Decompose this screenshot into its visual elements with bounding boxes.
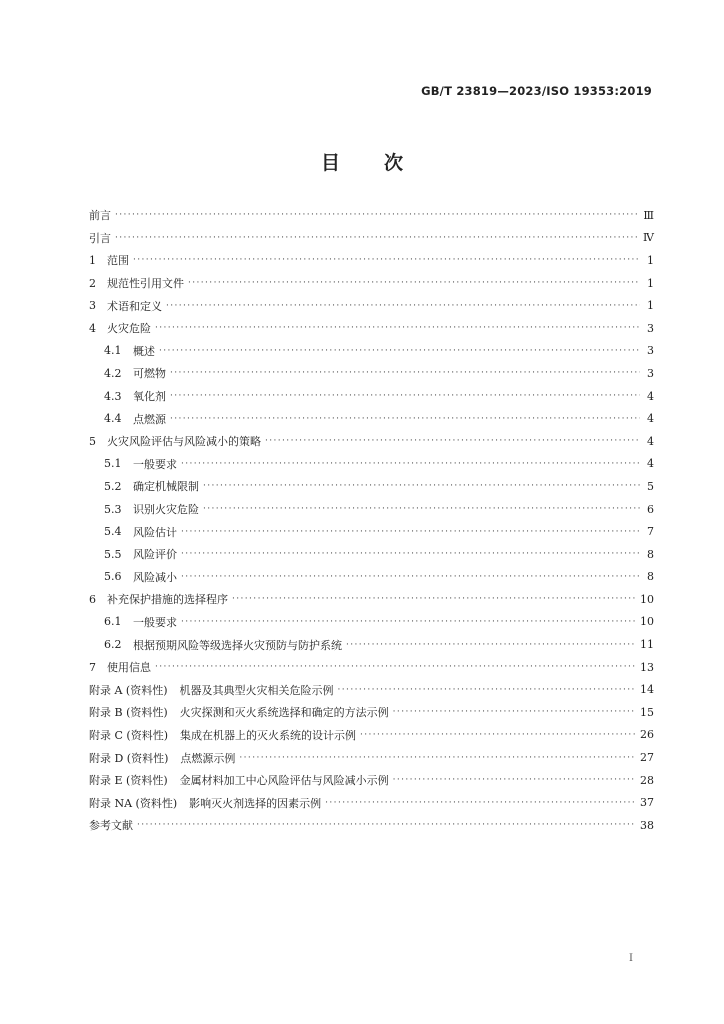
dot-leader bbox=[155, 662, 636, 672]
toc-entry-page: 38 bbox=[640, 818, 654, 832]
toc-entry[interactable] bbox=[89, 407, 654, 430]
toc-entry[interactable] bbox=[89, 611, 654, 634]
toc-entry-title: 规范性引用文件 bbox=[107, 277, 184, 291]
dot-leader bbox=[181, 527, 640, 537]
toc-entry[interactable] bbox=[89, 724, 654, 747]
toc-entry-number: 附录 D (资料性) bbox=[89, 751, 169, 765]
toc-entry-title: 火灾探测和灭火系统选择和确定的方法示例 bbox=[179, 706, 389, 720]
toc-entry-number: 附录 B (资料性) bbox=[89, 706, 168, 720]
dot-leader bbox=[159, 346, 640, 356]
dot-leader bbox=[232, 594, 636, 604]
toc-entry[interactable] bbox=[89, 746, 654, 769]
toc-entry-page: Ⅲ bbox=[643, 208, 654, 222]
toc-entry-page: 4 bbox=[647, 434, 654, 448]
toc-entry[interactable] bbox=[89, 769, 654, 792]
toc-entry-number: 附录 NA (资料性) bbox=[89, 796, 178, 810]
toc-entry-title: 点燃源 bbox=[133, 412, 166, 426]
dot-leader bbox=[393, 775, 636, 785]
toc-entry-title: 补充保护措施的选择程序 bbox=[107, 593, 228, 607]
toc-entry[interactable] bbox=[89, 475, 654, 498]
toc-entry-title: 机器及其典型火灾相关危险示例 bbox=[179, 683, 334, 697]
toc-entry[interactable] bbox=[89, 633, 654, 656]
toc-entry-title: 一般要求 bbox=[133, 457, 177, 471]
toc-entry-number: 5.1 bbox=[104, 457, 122, 471]
toc-entry-number: 5.4 bbox=[104, 525, 122, 539]
toc-entry-title: 风险评价 bbox=[133, 548, 177, 562]
toc-entry[interactable] bbox=[89, 678, 654, 701]
toc-entry-page: Ⅳ bbox=[643, 231, 654, 245]
dot-leader bbox=[203, 504, 640, 514]
toc-entry[interactable] bbox=[89, 362, 654, 385]
toc-entry-title: 火灾风险评估与风险减小的策略 bbox=[107, 435, 261, 449]
toc-entry-page: 27 bbox=[640, 751, 654, 765]
dot-leader bbox=[170, 368, 640, 378]
dot-leader bbox=[170, 414, 640, 424]
toc-entry-page: 4 bbox=[647, 412, 654, 426]
page-title: 目次 bbox=[320, 152, 447, 174]
toc-entry[interactable] bbox=[89, 294, 654, 317]
dot-leader bbox=[188, 278, 640, 288]
toc-entry-page: 13 bbox=[640, 660, 654, 674]
toc-entry-number: 附录 A (资料性) bbox=[89, 683, 168, 697]
toc-entry[interactable] bbox=[89, 566, 654, 589]
toc-entry[interactable] bbox=[89, 520, 654, 543]
dot-leader bbox=[393, 707, 636, 717]
toc-entry[interactable] bbox=[89, 791, 654, 814]
toc-entry-title: 影响灭火剂选择的因素示例 bbox=[189, 796, 322, 810]
dot-leader bbox=[133, 255, 640, 265]
page-number: I bbox=[629, 953, 633, 964]
toc-entry-title: 参考文献 bbox=[89, 819, 133, 833]
toc-entry-number: 5.2 bbox=[104, 479, 122, 493]
toc-entry-number: 4.4 bbox=[104, 412, 122, 426]
toc-entry-page: 37 bbox=[640, 796, 654, 810]
toc-entry-number: 6 bbox=[89, 592, 96, 606]
toc-entry[interactable] bbox=[89, 385, 654, 408]
toc-entry-number: 1 bbox=[89, 253, 96, 267]
toc-entry[interactable] bbox=[89, 814, 654, 837]
dot-leader bbox=[203, 481, 640, 491]
toc-entry-title: 火灾危险 bbox=[107, 322, 151, 336]
toc-entry-number: 4.1 bbox=[104, 344, 122, 358]
dot-leader bbox=[325, 798, 636, 808]
toc-entry-page: 4 bbox=[647, 457, 654, 471]
toc-entry-page: 15 bbox=[640, 705, 654, 719]
toc-entry[interactable] bbox=[89, 317, 654, 340]
toc-entry[interactable] bbox=[89, 588, 654, 611]
dot-leader bbox=[338, 685, 636, 695]
dot-leader bbox=[155, 323, 640, 333]
table-of-contents bbox=[89, 204, 654, 837]
toc-entry-title: 金属材料加工中心风险评估与风险减小示例 bbox=[179, 774, 389, 788]
toc-entry-page: 8 bbox=[647, 570, 654, 584]
toc-entry-title: 术语和定义 bbox=[107, 299, 162, 313]
toc-entry-title: 根据预期风险等级选择火灾预防与防护系统 bbox=[133, 638, 342, 652]
toc-entry-title: 概述 bbox=[133, 344, 155, 358]
toc-entry-title: 一般要求 bbox=[133, 615, 177, 629]
toc-entry-title: 风险估计 bbox=[133, 525, 177, 539]
toc-entry-page: 6 bbox=[647, 502, 654, 516]
dot-leader bbox=[137, 820, 636, 830]
dot-leader bbox=[181, 617, 636, 627]
toc-entry-number: 5 bbox=[89, 434, 96, 448]
toc-entry-page: 8 bbox=[647, 547, 654, 561]
toc-entry-number: 2 bbox=[89, 276, 96, 290]
toc-entry[interactable] bbox=[89, 543, 654, 566]
toc-entry-title: 点燃源示例 bbox=[180, 751, 236, 765]
dot-leader bbox=[360, 730, 636, 740]
toc-entry-page: 14 bbox=[640, 683, 654, 697]
toc-entry-title: 确定机械限制 bbox=[133, 480, 199, 494]
toc-entry-page: 10 bbox=[640, 615, 654, 629]
standard-code: GB/T 23819—2023/ISO 19353:2019 bbox=[421, 84, 652, 98]
toc-entry-number: 6.2 bbox=[104, 638, 122, 652]
dot-leader bbox=[239, 753, 636, 763]
toc-entry-title: 风险减小 bbox=[133, 570, 177, 584]
toc-entry[interactable] bbox=[89, 430, 654, 453]
toc-entry-number: 5.6 bbox=[104, 570, 122, 584]
toc-entry-page: 11 bbox=[640, 638, 654, 652]
toc-entry[interactable] bbox=[89, 498, 654, 521]
toc-entry-page: 5 bbox=[647, 479, 654, 493]
toc-entry-page: 3 bbox=[647, 321, 654, 335]
toc-entry-number: 6.1 bbox=[104, 615, 122, 629]
toc-entry-number: 附录 E (资料性) bbox=[89, 774, 168, 788]
toc-entry-page: 4 bbox=[647, 389, 654, 403]
toc-entry-page: 3 bbox=[647, 366, 654, 380]
toc-entry[interactable] bbox=[89, 272, 654, 295]
toc-entry[interactable] bbox=[89, 227, 654, 250]
toc-entry[interactable] bbox=[89, 656, 654, 679]
toc-entry-title: 使用信息 bbox=[107, 661, 151, 675]
toc-entry[interactable] bbox=[89, 249, 654, 272]
toc-entry[interactable] bbox=[89, 340, 654, 363]
toc-entry-title: 识别火灾危险 bbox=[133, 503, 199, 517]
toc-entry-page: 1 bbox=[647, 299, 654, 313]
toc-entry[interactable] bbox=[89, 453, 654, 476]
toc-entry-number: 4 bbox=[89, 321, 96, 335]
toc-entry-number: 3 bbox=[89, 299, 96, 313]
toc-entry-page: 10 bbox=[640, 592, 654, 606]
toc-entry-title: 集成在机器上的灭火系统的设计示例 bbox=[180, 728, 356, 742]
dot-leader bbox=[170, 391, 640, 401]
toc-entry-page: 1 bbox=[647, 253, 654, 267]
toc-entry-page: 26 bbox=[640, 728, 654, 742]
toc-entry-title: 前言 bbox=[89, 209, 111, 223]
toc-entry-title: 可燃物 bbox=[133, 367, 166, 381]
toc-entry-title: 引言 bbox=[89, 231, 111, 245]
toc-entry-title: 氧化剂 bbox=[133, 390, 166, 404]
toc-entry-page: 1 bbox=[647, 276, 654, 290]
dot-leader bbox=[346, 640, 636, 650]
toc-entry-number: 4.2 bbox=[104, 366, 122, 380]
dot-leader bbox=[115, 233, 639, 243]
toc-entry-number: 4.3 bbox=[104, 389, 122, 403]
dot-leader bbox=[181, 549, 640, 559]
toc-entry-number: 5.5 bbox=[104, 547, 122, 561]
toc-entry[interactable] bbox=[89, 204, 654, 227]
dot-leader bbox=[166, 301, 640, 311]
toc-entry-number: 附录 C (资料性) bbox=[89, 728, 168, 742]
toc-entry-page: 28 bbox=[640, 773, 654, 787]
toc-entry-page: 3 bbox=[647, 344, 654, 358]
toc-entry-title: 范围 bbox=[107, 254, 129, 268]
dot-leader bbox=[115, 210, 639, 220]
dot-leader bbox=[181, 459, 640, 469]
dot-leader bbox=[265, 436, 640, 446]
toc-entry-page: 7 bbox=[647, 525, 654, 539]
toc-entry-number: 5.3 bbox=[104, 502, 122, 516]
dot-leader bbox=[181, 572, 640, 582]
toc-entry-number: 7 bbox=[89, 660, 96, 674]
toc-entry[interactable] bbox=[89, 701, 654, 724]
